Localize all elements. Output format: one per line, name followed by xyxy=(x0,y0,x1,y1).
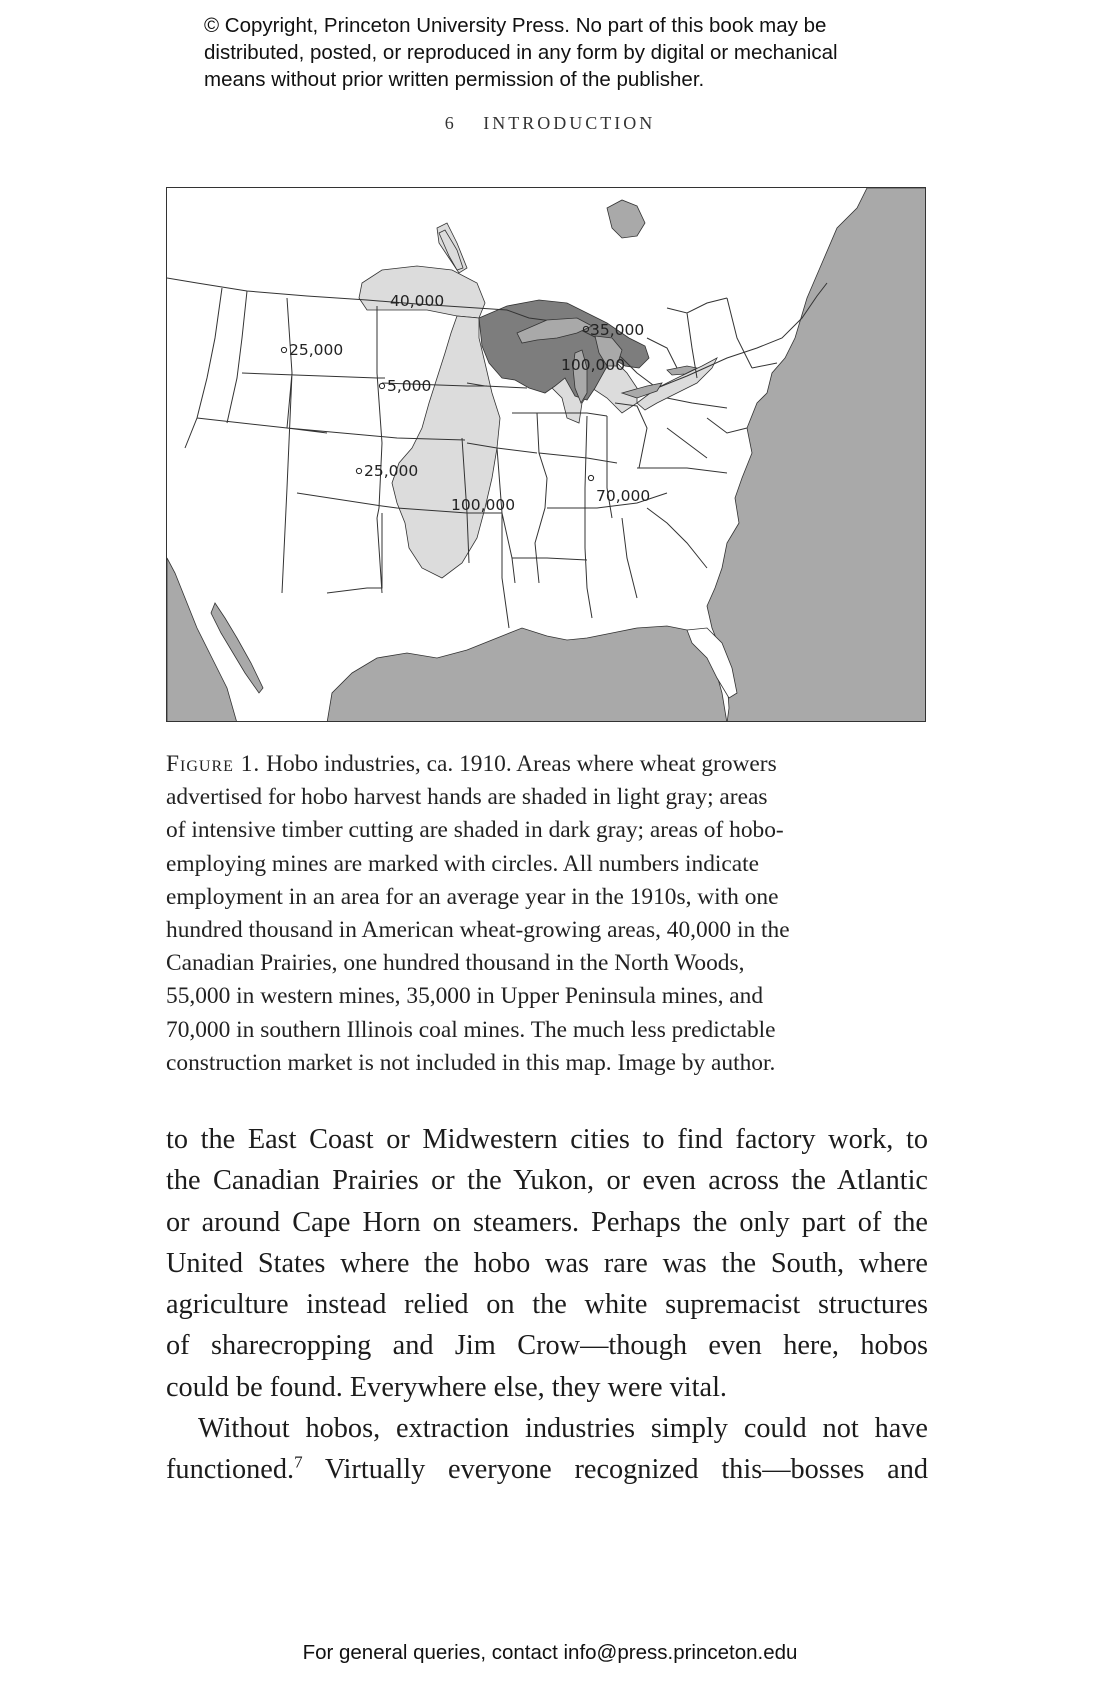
montana-mine-label: 25,000 xyxy=(289,341,344,359)
figure-caption xyxy=(166,748,926,1080)
footnote-ref[interactable]: 7 xyxy=(294,1452,303,1472)
caption-line-2: advertised for hobo harvest hands are shaded in light gray; areas xyxy=(166,784,768,811)
running-head xyxy=(0,113,1100,134)
figure-label: Figure 1. xyxy=(166,751,261,777)
caption-line-1: Figure 1. Hobo industries, ca. 1910. Areas where wheat growers xyxy=(166,751,777,777)
hobo-industries-map xyxy=(166,187,926,722)
caption-line-7: Canadian Prairies, one hundred thousand in the North Woods, xyxy=(166,950,745,977)
copyright-line-2: distributed, posted, or reproduced in any form by digital or mechanical xyxy=(204,41,838,64)
caption-line-4: employing mines are marked with circles. All numbers indicate xyxy=(166,850,760,877)
body-line-6: of sharecropping and Jim Crow—though even here, hobos xyxy=(166,1330,928,1362)
page-number: 6 xyxy=(444,113,454,133)
canada-wheat-label: 40,000 xyxy=(390,292,445,310)
body-text xyxy=(166,1119,928,1491)
chapter-title: INTRODUCTION xyxy=(483,113,656,133)
caption-line-6: hundred thousand in American wheat-growing areas, 40,000 in the xyxy=(166,917,790,944)
body-line-1: to the East Coast or Midwestern cities to find factory work, to xyxy=(166,1124,928,1155)
body-line-8: Without hobos, extraction industries simply could not have xyxy=(198,1413,928,1445)
map-svg xyxy=(167,188,926,722)
copyright-line-1: © Copyright, Princeton University Press. No part of this book may be xyxy=(204,14,827,37)
body-line-5: agriculture instead relied on the white supremacist structures xyxy=(166,1289,928,1321)
colorado-mine-label: 25,000 xyxy=(364,462,419,480)
us-wheat-label: 100,000 xyxy=(451,496,516,514)
south-dakota-mine-label: 5,000 xyxy=(387,377,432,395)
body-line-3: or around Cape Horn on steamers. Perhaps the only part of the xyxy=(166,1206,928,1238)
body-line-2: the Canadian Prairies or the Yukon, or even across the Atlantic xyxy=(166,1165,928,1197)
illinois-mine-label: 70,000 xyxy=(596,487,651,505)
body-line-9: functioned.$^7$ Virtually everyone recognized this—bosses and xyxy=(166,1452,928,1486)
caption-line-3: of intensive timber cutting are shaded in dark gray; areas of hobo- xyxy=(166,817,784,844)
copyright-line-3: means without prior written permission of the publisher. xyxy=(204,68,705,91)
caption-line-5: employment in an area for an average year in the 1910s, with one xyxy=(166,883,779,910)
body-line-4: United States where the hobo was rare was the South, where xyxy=(166,1247,928,1279)
caption-line-9: 70,000 in southern Illinois coal mines. The much less predictable xyxy=(166,1016,776,1043)
north-woods-label: 100,000 xyxy=(561,356,626,374)
footer: For general queries, contact info@press.princeton.edu xyxy=(302,1641,798,1664)
body-line-7: could be found. Everywhere else, they were vital. xyxy=(166,1371,728,1403)
caption-line-10: construction market is not included in this map. Image by author. xyxy=(166,1049,776,1076)
upper-peninsula-mine-label: 35,000 xyxy=(590,321,645,339)
caption-line-8: 55,000 in western mines, 35,000 in Upper Peninsula mines, and xyxy=(166,983,764,1010)
copyright-notice xyxy=(204,12,924,93)
